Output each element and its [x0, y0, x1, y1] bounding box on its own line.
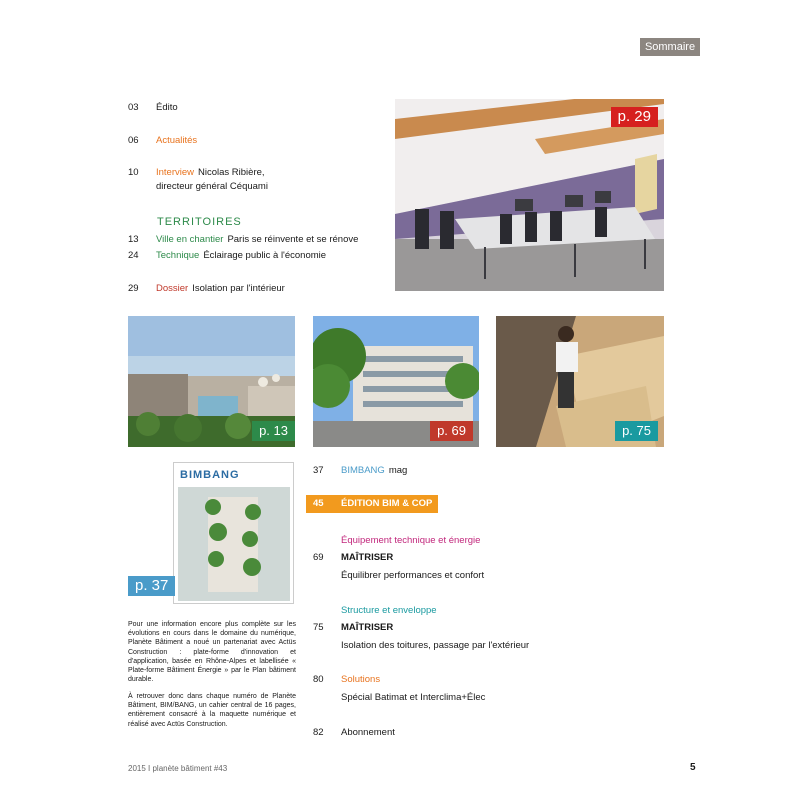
toc-item-title: Éclairage public à l'économie — [203, 250, 327, 261]
partnership-paragraph: Pour une information encore plus complète sur les évolutions en cours dans le domaine du numérique, Planète Bâtiment a noué un partenariat avec Actüs Construction : plate-forme d'innovation et d'application, basée en Rhône-Alpes et labellisée « Plate-forme Bâtiment Énergie » par le Plan bâtiment durable. — [128, 621, 296, 684]
toc-item-title: Nicolas Ribière, — [198, 167, 265, 178]
bimbang-paragraph: À retrouver donc dans chaque numéro de Planète Bâtiment, BIM/BANG, un cahier central de 16 pages, entièrement consacré à la maquette numérique et réalisé avec Actüs Construction. — [128, 693, 296, 728]
toc-item-solutions[interactable] — [313, 674, 563, 702]
toc-item-category: Technique — [156, 250, 200, 261]
toc-item-title: ÉDITION BIM & COP 21 — [341, 498, 433, 527]
bimbang-cover[interactable] — [173, 462, 294, 604]
toc-page-number: 29 — [128, 283, 139, 294]
section-heading-structure: Structure et enveloppe — [341, 605, 437, 616]
toc-item-interview[interactable] — [128, 167, 328, 195]
page-badge: p. 75 — [615, 421, 658, 441]
toc-page-number: 80 — [313, 674, 324, 685]
page-badge: p. 13 — [252, 421, 295, 441]
cover-illustration — [178, 487, 290, 601]
toc-item-subtitle: directeur général Céquami — [156, 181, 268, 192]
cover-title: BIMBANG — [180, 469, 240, 481]
page-number: 5 — [690, 762, 696, 773]
toc-item-category: Interview — [156, 167, 195, 178]
section-heading-equipement: Équipement technique et énergie — [341, 535, 481, 546]
toc-item-category: BIMBANG — [341, 465, 385, 476]
photo-worker[interactable] — [496, 316, 664, 447]
toc-page-number: 37 — [313, 465, 324, 476]
toc-item-title: Édito — [156, 102, 178, 113]
toc-page-number: 45 — [313, 498, 324, 509]
toc-item-edition[interactable] — [306, 495, 438, 527]
toc-item-title: Isolation par l'intérieur — [192, 283, 285, 294]
toc-item-structure[interactable] — [313, 622, 563, 652]
toc-item-title: Paris se réinvente et se rénove — [227, 234, 359, 245]
toc-page-number: 69 — [313, 552, 324, 563]
photo-paris[interactable] — [128, 316, 295, 447]
toc-item-title: Isolation des toitures, passage par l'extérieur — [341, 640, 530, 651]
photo-building[interactable] — [313, 316, 479, 447]
toc-item-title: Équilibrer performances et confort — [341, 570, 485, 581]
photo-classroom[interactable] — [395, 99, 664, 291]
toc-item-equipement[interactable] — [313, 552, 563, 580]
toc-item-category: Dossier — [156, 283, 189, 294]
toc-item-label: MAÎTRISER — [341, 552, 394, 563]
section-heading-territoires: TERRITOIRES — [157, 216, 242, 228]
toc-page-number: 75 — [313, 622, 324, 633]
page-badge: p. 37 — [128, 576, 175, 596]
toc-page-number: 06 — [128, 135, 139, 146]
toc-item-line — [156, 167, 265, 179]
toc-item-category: Ville en chantier — [156, 234, 224, 245]
footer-issue: 2015 I planète bâtiment #43 — [128, 764, 228, 773]
toc-page-number: 03 — [128, 102, 139, 113]
toc-item-title: Abonnement — [341, 727, 395, 738]
section-tag: Sommaire — [640, 38, 700, 56]
page-badge: p. 69 — [430, 421, 473, 441]
page-badge: p. 29 — [611, 107, 658, 127]
toc-item-category: Solutions — [341, 674, 381, 685]
toc-page-number: 10 — [128, 167, 139, 178]
toc-item-category: Actualités — [156, 135, 198, 146]
toc-page-number: 13 — [128, 234, 139, 245]
classroom-illustration — [395, 99, 664, 291]
toc-item-label: MAÎTRISER — [341, 622, 394, 633]
toc-item-title: mag — [388, 465, 408, 476]
toc-page-number: 82 — [313, 727, 324, 738]
toc-item-title: Spécial Batimat et Interclima+Élec — [341, 692, 486, 703]
toc-page-number: 24 — [128, 250, 139, 261]
